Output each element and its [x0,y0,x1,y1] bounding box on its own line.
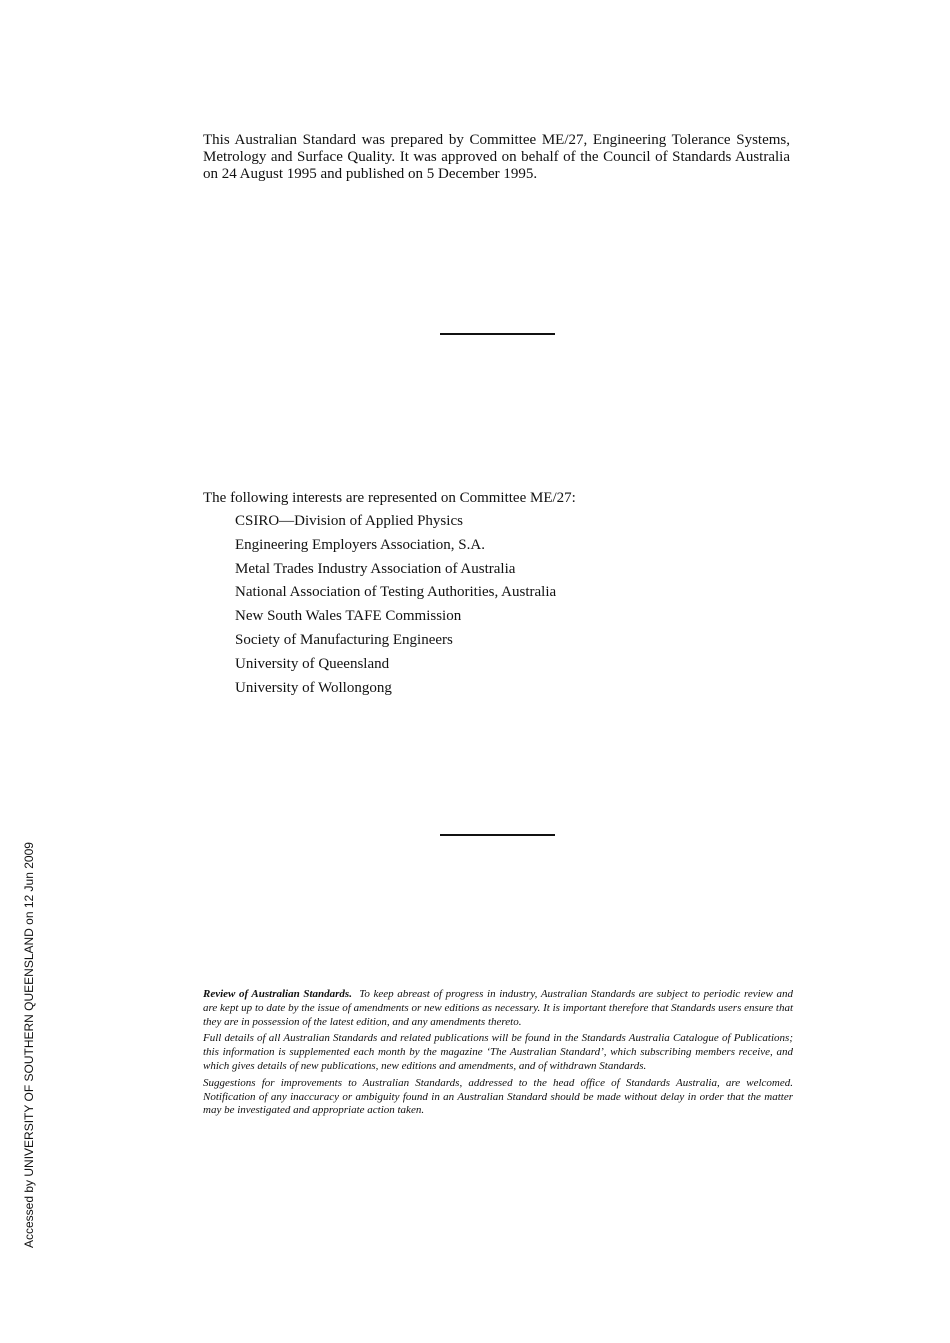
committee-heading: The following interests are represented on Committee ME/27: [203,490,576,506]
approval-statement: This Australian Standard was prepared by Committee ME/27, Engineering Tolerance Systems, Metrology and Surface Quality. It was approved on behalf of the Council of Standards Australia on 24 August 1995 and published on 5 December 1995. [203,132,790,182]
committee-member: University of Wollongong [235,679,392,696]
review-title: Review of Australian Standards. [203,988,352,1000]
review-notes [203,988,793,1121]
suggestions-paragraph: Suggestions for improvements to Australian Standards, addressed to the head office of Standards Australia, are welcomed. Notification of any inaccuracy or ambiguity found in an Australian Standard should be made without delay in order that the matter may be investigated and appropriate action taken. [203,1076,793,1117]
committee-section [203,486,790,700]
committee-member: National Association of Testing Authorities, Australia [235,584,557,601]
committee-member: New South Wales TAFE Commission [235,608,462,625]
committee-member: Engineering Employers Association, S.A. [235,536,485,553]
committee-member-list [203,510,790,700]
section-divider-bottom [440,834,555,836]
section-divider-top [440,333,555,335]
access-watermark: Accessed by UNIVERSITY OF SOUTHERN QUEENSLAND on 12 Jun 2009 [22,842,36,1248]
review-text: To keep abreast of progress in industry, Australian Standards are subject to periodic review and are kept up to date by the issue of amendments or new editions as necessary. It is important therefore that Standards users ensure that they are in possession of the latest edition, and any amendments thereto. [203,988,793,1028]
catalogue-paragraph: Full details of all Australian Standards and related publications will be found in the Standards Australia Catalogue of Publications; this information is supplemented each month by the magazine ‘The Australian Standard’, which subscribing members receive, and which gives details of new publications, new editions and amendments, and of withdrawn Standards. [203,1032,793,1072]
review-paragraph [203,988,793,1029]
committee-member: Society of Manufacturing Engineers [235,631,453,648]
committee-member: CSIRO—Division of Applied Physics [235,513,463,529]
committee-member: Metal Trades Industry Association of Australia [235,560,516,577]
committee-member: University of Queensland [235,655,390,672]
